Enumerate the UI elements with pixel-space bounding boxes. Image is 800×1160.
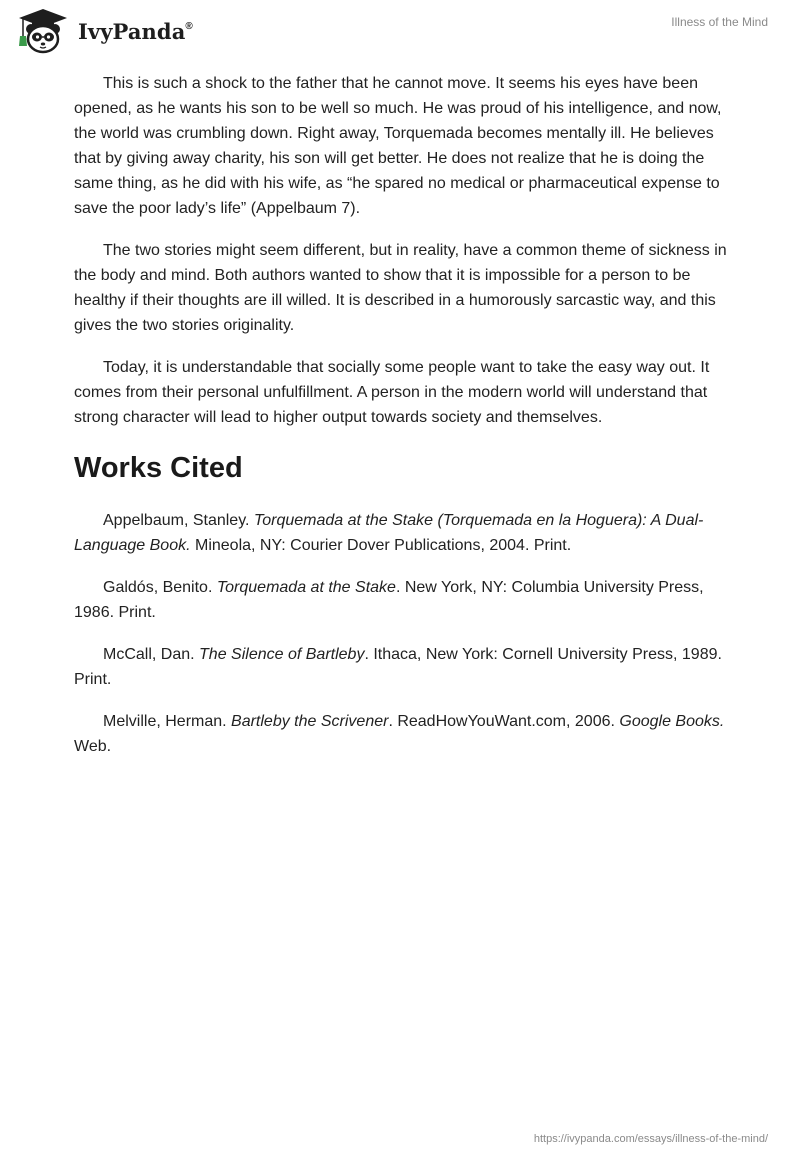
page-header [0, 0, 800, 70]
works-cited-heading: Works Cited [74, 452, 243, 484]
body-paragraph: Today, it is understandable that socially some people want to take the easy way out. It comes from their personal unfulfillment. A person in the modern world will understand that strong character will lead to higher output towards society and themselves. [74, 359, 710, 426]
citation-entry: Galdós, Benito. Torquemada at the Stake. New York, NY: Columbia University Press, 1986. Print. [74, 579, 704, 621]
brand-name: IvyPanda® [78, 18, 193, 44]
source-url[interactable]: https://ivypanda.com/essays/illness-of-the-mind/ [533, 1133, 768, 1145]
panda-graduate-icon [14, 6, 72, 56]
body-paragraph: The two stories might seem different, but in reality, have a common theme of sickness in the body and mind. Both authors wanted to show that it is impossible for a person to be healthy if their thoughts are ill willed. It is described in a humorously sarcastic way, and this gives the two stories originality. [74, 242, 727, 334]
running-title: Illness of the Mind [671, 15, 768, 29]
ivypanda-logo[interactable] [14, 6, 193, 56]
citation-entry: Appelbaum, Stanley. Torquemada at the Stake (Torquemada en la Hoguera): A Dual-Language Book. Mineola, NY: Courier Dover Publications, 2004. Print. [74, 512, 704, 554]
citation-entry: Melville, Herman. Bartleby the Scrivener. ReadHowYouWant.com, 2006. Google Books. Web. [74, 713, 725, 755]
essay-content [74, 71, 734, 776]
citation-entry: McCall, Dan. The Silence of Bartleby. Ithaca, New York: Cornell University Press, 1989. Print. [74, 646, 722, 688]
body-paragraph: This is such a shock to the father that he cannot move. It seems his eyes have been opened, as he wants his son to be well so much. He was proud of his intelligence, and now, the world was crumbling down. Right away, Torquemada becomes mentally ill. He believes that by giving away charity, his son will get better. He does not realize that he is doing the same thing, as he did with his wife, as “he spared no medical or pharmaceutical expense to save the poor lady’s life” (Appelbaum 7). [74, 75, 722, 217]
